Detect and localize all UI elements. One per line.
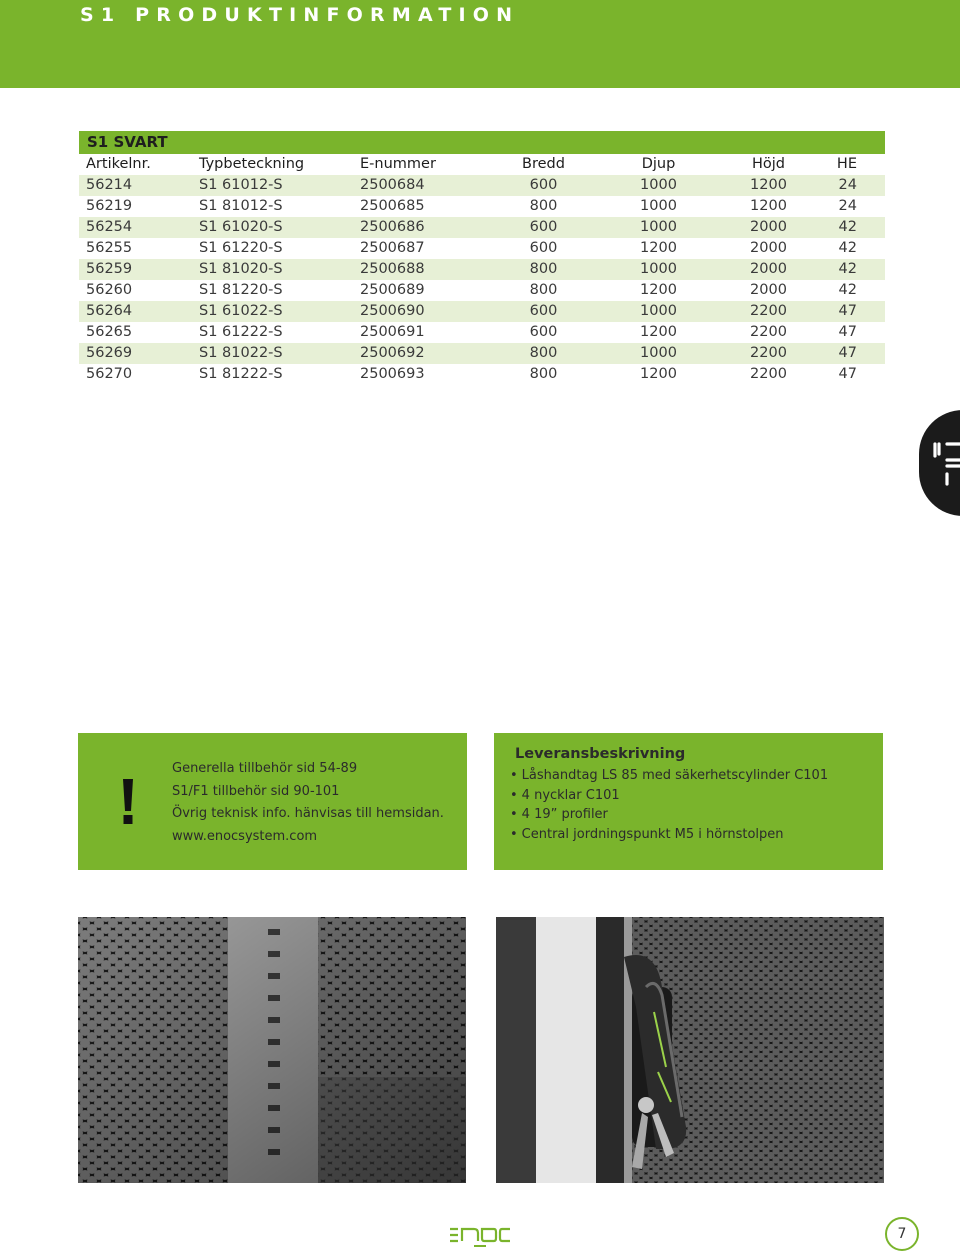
table-cell: 42 bbox=[838, 282, 857, 298]
page-number: 7 bbox=[885, 1217, 919, 1251]
table-row bbox=[79, 175, 885, 196]
product-table bbox=[79, 154, 885, 385]
table-cell: 2500686 bbox=[360, 219, 425, 235]
info-line: Övrig teknisk info. hänvisas till hemsidan. bbox=[172, 806, 444, 821]
table-cell: S1 81222-S bbox=[199, 366, 283, 382]
table-cell: 2000 bbox=[750, 261, 787, 277]
table-cell: 600 bbox=[529, 219, 558, 235]
table-cell: 800 bbox=[529, 345, 558, 361]
table-row bbox=[79, 238, 885, 259]
delivery-title: Leveransbeskrivning bbox=[515, 746, 686, 762]
table-row bbox=[79, 280, 885, 301]
table-cell: 2200 bbox=[750, 345, 787, 361]
table-cell: 2200 bbox=[750, 366, 787, 382]
table-cell: 56260 bbox=[86, 282, 133, 298]
table-cell: 24 bbox=[838, 177, 857, 193]
table-cell: 24 bbox=[838, 198, 857, 214]
table-cell: 2500685 bbox=[360, 198, 425, 214]
table-cell: 47 bbox=[838, 366, 857, 382]
table-title: S1 SVART bbox=[79, 131, 885, 154]
table-cell: S1 61012-S bbox=[199, 177, 283, 193]
table-cell: 42 bbox=[838, 219, 857, 235]
table-cell: 56264 bbox=[86, 303, 133, 319]
table-cell: S1 61022-S bbox=[199, 303, 283, 319]
table-cell: 56265 bbox=[86, 324, 133, 340]
table-cell: 600 bbox=[529, 303, 558, 319]
table-cell: 1000 bbox=[640, 219, 677, 235]
product-table-section bbox=[79, 131, 885, 385]
table-cell: 1200 bbox=[640, 324, 677, 340]
table-cell: 2500689 bbox=[360, 282, 425, 298]
delivery-list bbox=[510, 766, 828, 844]
table-cell: 1200 bbox=[750, 177, 787, 193]
column-header: Djup bbox=[641, 156, 676, 172]
enoc-footer-logo bbox=[448, 1225, 512, 1251]
table-cell: S1 81012-S bbox=[199, 198, 283, 214]
table-body bbox=[79, 175, 885, 385]
table-cell: 2000 bbox=[750, 240, 787, 256]
table-cell: 2500691 bbox=[360, 324, 425, 340]
table-cell: 2500684 bbox=[360, 177, 425, 193]
table-cell: S1 81220-S bbox=[199, 282, 283, 298]
column-header: Typbeteckning bbox=[199, 156, 305, 172]
enoc-logo-icon bbox=[929, 440, 960, 488]
table-cell: 600 bbox=[529, 177, 558, 193]
column-header: HE bbox=[836, 156, 857, 172]
table-row bbox=[79, 196, 885, 217]
table-cell: 47 bbox=[838, 345, 857, 361]
delivery-item: • 4 nycklar C101 bbox=[510, 786, 828, 806]
column-header: E-nummer bbox=[360, 156, 436, 172]
table-cell: 47 bbox=[838, 303, 857, 319]
table-cell: 2000 bbox=[750, 219, 787, 235]
table-cell: 1000 bbox=[640, 177, 677, 193]
table-cell: S1 81020-S bbox=[199, 261, 283, 277]
table-cell: 1200 bbox=[640, 240, 677, 256]
table-cell: 47 bbox=[838, 324, 857, 340]
table-row bbox=[79, 322, 885, 343]
table-cell: 600 bbox=[529, 324, 558, 340]
table-cell: 2500687 bbox=[360, 240, 425, 256]
door-handle-photo bbox=[496, 917, 884, 1183]
table-cell: S1 61222-S bbox=[199, 324, 283, 340]
table-row bbox=[79, 301, 885, 322]
table-cell: 600 bbox=[529, 240, 558, 256]
table-cell: 800 bbox=[529, 366, 558, 382]
header-bar bbox=[0, 0, 960, 88]
table-cell: 56219 bbox=[86, 198, 133, 214]
column-header: Artikelnr. bbox=[86, 156, 151, 172]
column-header: Höjd bbox=[751, 156, 785, 172]
table-row bbox=[79, 364, 885, 385]
table-cell: 56254 bbox=[86, 219, 133, 235]
table-cell: 1000 bbox=[640, 261, 677, 277]
table-cell: 56255 bbox=[86, 240, 133, 256]
table-row bbox=[79, 343, 885, 364]
exclamation-icon bbox=[98, 771, 158, 831]
table-cell: 56270 bbox=[86, 366, 133, 382]
table-cell: 2500692 bbox=[360, 345, 425, 361]
table-cell: S1 61220-S bbox=[199, 240, 283, 256]
table-row bbox=[79, 217, 885, 238]
table-cell: 56269 bbox=[86, 345, 133, 361]
table-cell: 800 bbox=[529, 198, 558, 214]
delivery-item: • 4 19” profiler bbox=[510, 805, 828, 825]
table-cell: 1000 bbox=[640, 345, 677, 361]
table-cell: 1200 bbox=[750, 198, 787, 214]
table-cell: S1 61020-S bbox=[199, 219, 283, 235]
table-cell: 1000 bbox=[640, 303, 677, 319]
info-line: Generella tillbehör sid 54-89 bbox=[172, 761, 358, 776]
table-cell: 42 bbox=[838, 240, 857, 256]
delivery-item: • Central jordningspunkt M5 i hörnstolpen bbox=[510, 825, 828, 845]
table-cell: 800 bbox=[529, 282, 558, 298]
table-row bbox=[79, 259, 885, 280]
table-cell: 56214 bbox=[86, 177, 133, 193]
table-cell: 2500693 bbox=[360, 366, 425, 382]
table-cell: 2200 bbox=[750, 324, 787, 340]
table-cell: S1 81022-S bbox=[199, 345, 283, 361]
table-header-row bbox=[79, 154, 885, 175]
page-title: S1 PRODUKTINFORMATION bbox=[80, 4, 520, 26]
table-cell: 2500688 bbox=[360, 261, 425, 277]
table-cell: 2500690 bbox=[360, 303, 425, 319]
table-cell: 1200 bbox=[640, 366, 677, 382]
brand-logo-tab bbox=[919, 410, 960, 516]
table-cell: 800 bbox=[529, 261, 558, 277]
perforated-door-photo bbox=[78, 917, 466, 1183]
table-cell: 42 bbox=[838, 261, 857, 277]
website-link[interactable]: www.enocsystem.com bbox=[172, 828, 318, 844]
table-cell: 2200 bbox=[750, 303, 787, 319]
delivery-item: • Låshandtag LS 85 med säkerhetscylinder C101 bbox=[510, 766, 828, 786]
table-cell: 1200 bbox=[640, 282, 677, 298]
info-lines bbox=[172, 758, 444, 848]
column-header: Bredd bbox=[522, 156, 565, 172]
table-cell: 1000 bbox=[640, 198, 677, 214]
info-line: S1/F1 tillbehör sid 90-101 bbox=[172, 783, 340, 799]
table-cell: 56259 bbox=[86, 261, 133, 277]
table-cell: 2000 bbox=[750, 282, 787, 298]
